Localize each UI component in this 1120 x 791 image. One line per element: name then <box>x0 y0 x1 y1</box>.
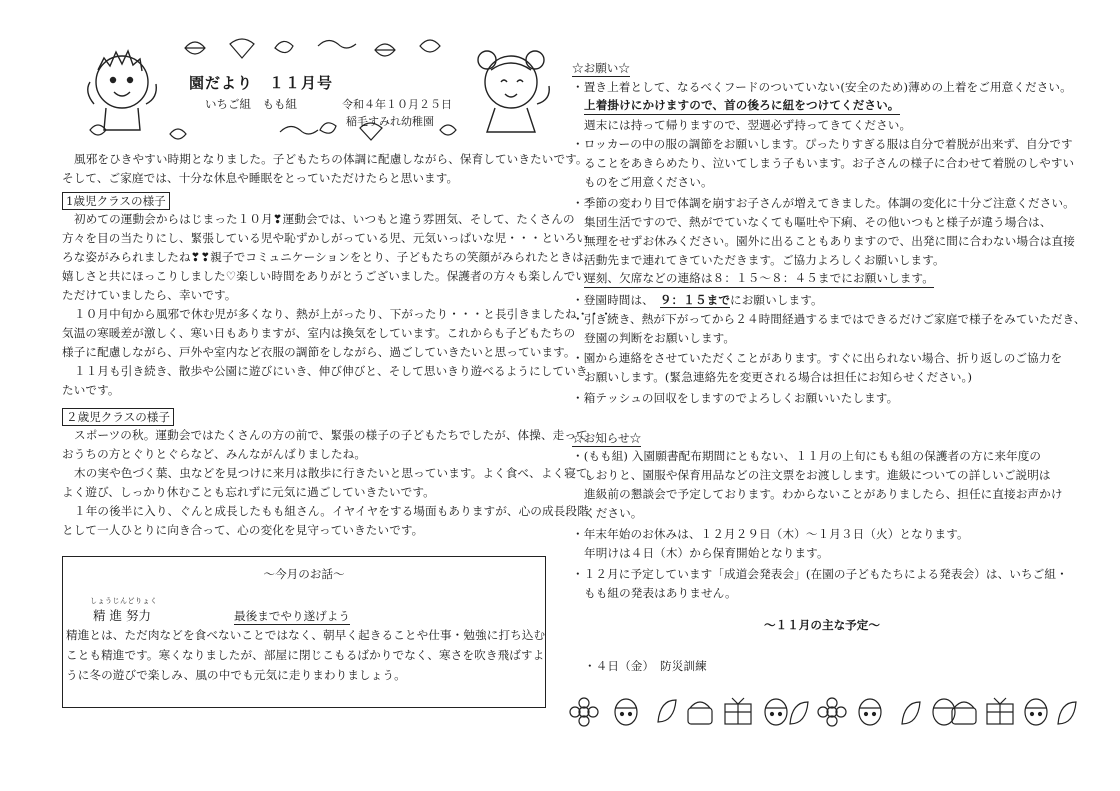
section2-line: １年の後半に入り、ぐんと成長したもも組さん。イヤイヤをする場面もありますが、心の成長段階 <box>74 504 589 518</box>
request-line: ・引き続き、熱が下がってから２４時間経過するまではできるだけご家庭で様子をみていただき、 <box>572 312 1086 326</box>
flower-icon <box>818 698 846 726</box>
section1-line: ただけていましたら、幸いです。 <box>62 288 237 302</box>
cake-icon <box>688 702 712 724</box>
notice-line: もも組の発表はありません。 <box>584 586 737 600</box>
section-heading-1yr: 1歳児クラスの様子 <box>62 192 170 210</box>
requests-title: ☆お願い☆ <box>572 61 630 75</box>
section1-line: たいです。 <box>62 383 120 397</box>
request-line: ・季節の変わり目で体調を崩すお子さんが増えてきました。体調の変化に十分ご注意ください。 <box>572 196 1075 210</box>
notice-line: 年明けは４日（木）から保育開始となります。 <box>584 546 829 560</box>
story-meaning: 最後までやり遂げよう <box>234 609 350 623</box>
request-line: ・箱テッシュの回収をしますのでよろしくお願いいたします。 <box>572 391 899 405</box>
section1-line: １０月中旬から風邪で休む児が多くなり、熱が上がったり、下がったり・・・と長引きましたね・・・。 <box>74 307 624 321</box>
notice-line: ・１２月に予定しています「成道会発表会」(在園の子どもたちによる発表会）は、いちご組・ <box>572 567 1068 581</box>
issue-date: 令和４年１０月２５日 <box>342 98 452 111</box>
section1-line: 嬉しさと共にほっこりしました♡楽しい時間をありがとうございました。保護者の方々も楽しんでい <box>62 269 588 283</box>
section2-line: として一人ひとりに向き合って、心の変化を見守っていきたいです。 <box>62 523 424 537</box>
child-icon <box>88 51 157 130</box>
section2-line: よく遊び、しっかり休むことも忘れずに元気に過ごしていきたいです。 <box>62 485 435 499</box>
ginkgo-icon <box>230 39 254 58</box>
request-line: ・ロッカーの中の服の調節をお願いします。ぴったりすぎる服は自分で着脱が出来ず、自分です <box>572 137 1073 151</box>
section1-line: 初めての運動会からはじまった１０月❣運動会では、いつもと違う雰囲気、そして、たくさんの <box>74 212 575 226</box>
acorn-icon <box>615 699 637 725</box>
notice-line: しおりと、園服や保育用品などの注文票をお渡しします。進級についての詳しいご説明は <box>584 468 1051 482</box>
request-line-contact-time: 遅刻、欠席などの連絡は８：１５〜８：４５までにお願いします。 <box>584 270 934 288</box>
request-line: ものをご用意ください。 <box>584 175 713 189</box>
request-line-emphasis: 上着掛けにかけますので、首の後ろに紐をつけてください。 <box>584 97 900 115</box>
section1-line: 気温の寒暖差が激しく、寒い日もありますが、室内は換気をしています。これからも子どもたちの <box>62 326 576 340</box>
request-line: 活動先まで連れてきていただきます。ご協力よろしくお願いします。 <box>584 253 945 267</box>
story-title: 〜今月のお話〜 <box>263 567 345 581</box>
request-line <box>572 291 823 310</box>
request-text: にお願いします。 <box>730 293 823 307</box>
arrival-time: ９：１５まで <box>659 293 731 307</box>
intro-line: そして、ご家庭では、十分な休息や睡眠をとっていただけたらと思います。 <box>62 171 459 185</box>
leaf-icon <box>320 123 336 133</box>
leaf-icon <box>170 129 186 139</box>
leaf-icon <box>790 702 808 724</box>
school-name: 稲毛すみれ幼稚園 <box>346 115 434 128</box>
request-line: ることをあきらめたり、泣いてしまう子もいます。お子さんの様子に合わせて着脱のしやすい <box>584 156 1075 170</box>
leaf-icon <box>275 41 293 52</box>
request-line: 週末には持って帰りますので、翌週必ず持ってきてください。 <box>584 118 912 132</box>
gift-box-icon <box>725 698 751 724</box>
gift-box-icon <box>987 698 1013 724</box>
request-line: 集団生活ですので、熱がでていなくても嘔吐や下痢、その他いつもと様子が違う場合は、 <box>584 215 1052 229</box>
request-line: 登園の判断をお願いします。 <box>584 331 736 345</box>
schedule-item: ・４日（金） 防災訓練 <box>584 659 707 673</box>
story-line: うに冬の遊びで楽しみ、風の中でも元気に走りまわりましょう。 <box>66 668 406 682</box>
swirl-icon <box>318 40 356 48</box>
leaf-icon <box>658 700 676 722</box>
section2-line: スポーツの秋。運動会ではたくさんの方の前で、緊張の様子の子どもたちでしたが、体操、走って <box>74 428 588 442</box>
notices-title: ☆お知らせ☆ <box>572 431 642 445</box>
flower-icon <box>570 698 598 726</box>
request-text: ・登園時間は、 <box>572 293 654 307</box>
acorn-icon <box>765 699 787 725</box>
section-heading-2yr: ２歳児クラスの様子 <box>62 408 174 426</box>
story-line: ことも精進です。寒くなりましたが、部屋に閉じこもるばかりでなく、寒さを吹き飛ばすよ <box>66 648 545 662</box>
acorn-icon <box>1025 699 1047 725</box>
class-names: いちご組 もも組 <box>205 97 297 111</box>
section1-line: １１月も引き続き、散歩や公園に遊びにいき、伸び伸びと、そして思いきり遊べるようにしていき <box>74 364 588 378</box>
cake-icon <box>952 702 976 724</box>
section2-line: おうちの方とぐりとぐらなど、みんながんばりましたね。 <box>62 447 367 461</box>
leaf-icon <box>375 44 395 56</box>
leaf-icon <box>1058 702 1076 724</box>
newsletter-title: 園だより １１月号 <box>189 74 334 92</box>
intro-line: 風邪をひきやすい時期となりました。子どもたちの体調に配慮しながら、保育していきたいです。 <box>74 152 588 166</box>
section1-line: 方々を目の当たりにし、緊張している児や恥ずかしがっている児、元気いっぱいな児・・・といろい <box>62 231 589 245</box>
section1-line: ろな姿がみられましたね❣❣親子でコミュニケーションをとり、子どもたちの笑顔がみられたときは、 <box>62 250 596 264</box>
section1-line: 様子に配慮しながら、戸外や室内など衣服の調節をしながら、過ごしていきたいと思っています。 <box>62 345 576 359</box>
schedule-title: 〜１１月の主な予定〜 <box>764 618 880 632</box>
request-line: ・置き上着として、なるべくフードのついていない(安全のため)薄めの上着をご用意ください。 <box>572 80 1072 94</box>
request-line: ・園から連絡をさせていただくことがあります。すぐに出られない場合、折り返しのご協力を <box>572 351 1063 365</box>
notice-line: ・年末年始のお休みは、１２月２９日（木）〜１月３日（火）となります。 <box>572 527 969 541</box>
bear-girl-icon <box>478 51 549 132</box>
notice-line: 進級前の懇談会で予定しております。わからないことがありましたら、担任に直接お声かけ <box>584 487 1063 501</box>
request-line: お願いします。(緊急連絡先を変更される場合は担任にお知らせください。) <box>584 370 973 384</box>
notice-line: ・(もも組) 入園願書配布期間にともない、１１月の上旬にもも組の保護者の方に来年度の <box>572 449 1042 463</box>
leaf-icon <box>440 125 456 135</box>
notice-line: ください。 <box>584 506 643 520</box>
acorn-icon <box>859 699 881 725</box>
leaf-icon <box>185 42 205 54</box>
bottom-decoration <box>568 694 1088 734</box>
leaf-icon <box>420 40 440 52</box>
section2-line: 木の実や色づく葉、虫などを見つけに来月は散歩に行きたいと思っています。よく食べ、よく寝て、 <box>74 466 600 480</box>
story-phrase: 精 進 努力 <box>93 608 151 623</box>
story-ruby: しょうじんどりょく <box>90 597 158 605</box>
swirl-icon <box>280 126 318 134</box>
leaf-icon <box>902 702 920 724</box>
story-line: 精進とは、ただ肉などを食べないことではなく、朝早く起きることや仕事・勉強に打ち込む <box>66 628 546 642</box>
request-line: 無理をせずお休みください。園外に出ることもありますので、出発に間に合わない場合は直接 <box>584 234 1075 248</box>
